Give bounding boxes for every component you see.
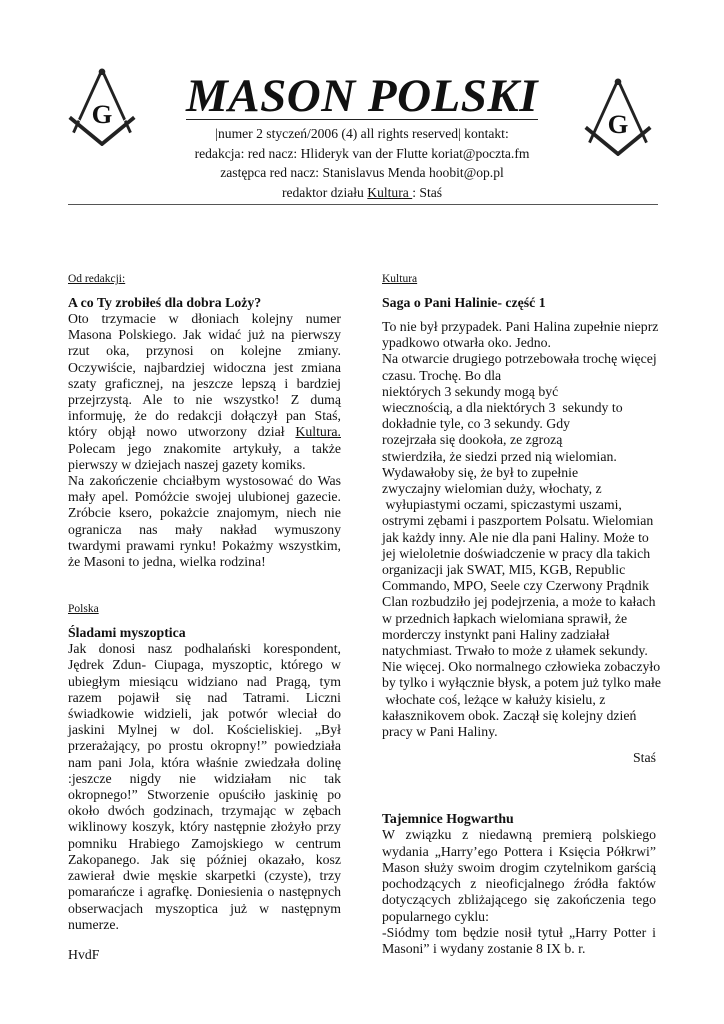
kultura-story-line: organizacji jak SWAT, MI5, KGB, Republic — [382, 562, 626, 578]
kultura-story — [382, 319, 661, 740]
culture-editor-prefix: redaktor działu — [281, 184, 368, 200]
header-divider — [68, 204, 658, 205]
polska-headline: Śladami myszoptica — [68, 625, 186, 641]
editorial-paragraph-1 — [68, 311, 341, 473]
masthead — [160, 70, 564, 202]
kultura-story-line: w przednich łapkach wielomiana sprawił, że — [382, 610, 628, 626]
kultura-story-line: kałasznikovem obok. Zaczął się kolejny dzień — [382, 707, 637, 723]
culture-editor-name: : Staś — [412, 184, 443, 200]
kultura-story-line: Wydawałoby się, że był to zupełnie — [382, 464, 579, 480]
right-column — [382, 272, 661, 957]
polska-signature: HvdF — [68, 946, 100, 962]
kultura-story-line: zwyczajny wielomian duży, włochaty, z — [382, 481, 602, 497]
emblem-letter: G — [91, 99, 113, 130]
section-label-editorial: Od redakcji: — [68, 273, 126, 285]
culture-section-link[interactable]: Kultura — [367, 184, 413, 200]
kultura-story-line: ostrymi zębami i paszportem Polsatu. Wielomian — [382, 513, 654, 529]
culture-section-link[interactable]: Kultura. — [295, 424, 341, 440]
kultura-story-line: rozejrzała się dookoła, ze zgrozą — [382, 432, 563, 448]
masonic-square-compass-icon — [580, 76, 656, 156]
issue-line: |numer 2 styczeń/2006 (4) all rights reserved| kontakt: — [215, 126, 509, 141]
polska-body: Jak donosi nasz podhalański korespondent, Jędrek Zdun- Ciupaga, myszoptic, którego w ubiegłym miesiącu widziano nad Pragą, tym razem pojawił się nad Tatrami. Liczni świadkowie widzieli, jak potwór wleciał do jaskini Mylnej w dol. Kościeliskiej. „Był przerażający, po prostu okropny!” powiedziała nam pani Jola, która właśnie zwiedzała dolinę :jeszcze nigdy nie widziałam nic tak okropnego!” Stworzenie opuściło jaskinię po około dwóch godzinach, trzymając w zębach wiklinowy koszyk, który następnie złożyło przy pomniku Hrabiego Zamojskiego w centrum Zakopanego. Jak się później okazało, kosz zawierał dwie męskie skarpetki (czyste), trzy pomarańcze i agrafkę. Doniesienia o następnych obserwacjach myszoptica już w następnym numerze. — [68, 641, 341, 932]
kultura-story-line: wyłupiastymi oczami, spiczastymi uszami, — [382, 497, 622, 513]
kultura-signature: Staś — [633, 750, 656, 766]
editorial-headline: A co Ty zrobiłeś dla dobra Loży? — [68, 295, 262, 310]
kultura-story-line: jej wieloletnie doświadczenie w pracy dla takich — [382, 545, 651, 561]
kultura-story-line: by tylko i wyłącznie błysk, a potem już tylko małe — [382, 675, 661, 691]
newspaper-title: MASON POLSKI — [185, 70, 539, 122]
hogwarth-item-1: -Siódmy tom będzie nosił tytuł „Harry Potter i Masoni” i wydany zostanie 8 IX b. r. — [382, 924, 656, 956]
kultura-story-line: niektórych 3 sekundy mogą być — [382, 383, 559, 399]
kultura-story-line: To nie był przypadek. Pani Halina zupełnie nieprz — [382, 319, 659, 334]
kultura-story-line: natychmiast. Trwało to może z ułamek sekundy. — [382, 643, 648, 659]
kultura-story-line: jak każdy inny. Ale nie dla pani Haliny. Może to — [382, 529, 649, 545]
editor-line: redakcja: red nacz: Hlideryk van der Flutte koriat@poczta.fm — [194, 145, 530, 161]
culture-editor-line — [160, 183, 564, 203]
editorial-text: Polecam jego znakomite artykuły, a także pierwszy w dziejach naszej gazety komiks. — [68, 440, 341, 472]
kultura-story-line: ypadkowo otwarła oko. Jedno. — [382, 335, 551, 351]
kultura-story-line: stwierdziła, że siedzi przed nią wielomian. — [382, 448, 617, 464]
masthead-info — [160, 124, 564, 202]
kultura-story-line: Commando, MPO, Seele czy Czerwony Prądnik — [382, 578, 650, 594]
kultura-story-line: pracy w Pani Haliny. — [382, 724, 498, 740]
hogwarth-body: W związku z niedawną premierą polskiego wydania „Harry’ego Pottera i Księcia Półkrwi” Mason służy swoim drogim czytelnikom garścią pochodzących z nieoficjalnego źródła faktów dotyczących zbliżającego się zakończenia tego popularnego cyklu: — [382, 827, 656, 924]
kultura-story-line: włochate coś, leżące w kałuży kisielu, z — [382, 691, 606, 707]
kultura-story-line: Clan rozbudziło jej podejrzenia, a może to kałach — [382, 594, 656, 610]
section-label-kultura: Kultura — [382, 273, 418, 285]
deputy-editor-line: zastępca red nacz: Stanislavus Menda hoobit@op.pl — [220, 165, 504, 180]
kultura-story-line: morderczy instynkt pani Haliny zadziałał — [382, 626, 610, 642]
left-column — [68, 272, 341, 963]
masonic-square-compass-icon — [64, 66, 140, 146]
kultura-story-line: Na otwarcie drugiego potrzebowała trochę więcej — [382, 351, 657, 367]
kultura-story-line: Nie więcej. Oko normalnego człowieka zobaczyło — [382, 659, 661, 675]
kultura-story-line: czasu. Trochę. Bo dla — [382, 367, 502, 383]
emblem-letter: G — [607, 109, 629, 140]
kultura-story-line: wiecznością, a dla niektórych 3 sekundy to — [382, 400, 623, 416]
kultura-headline: Saga o Pani Halinie- część 1 — [382, 295, 546, 310]
editorial-paragraph-2: Na zakończenie chciałbym wystosować do Was mały apel. Pomóżcie swojej ulubionej gazecie. Zróbcie ksero, pokażcie znajomym, niech nie ogranicza nas mały nakład wymuszony twardymi prawami rynku! Pokażmy wszystkim, że Masoni to jedna, wielka rodzina! — [68, 473, 341, 570]
kultura-story-line: dokładnie tyle, co 3 sekundy. Gdy — [382, 416, 571, 432]
editorial-text: Oto trzymacie w dłoniach kolejny numer Masona Polskiego. Jak widać już na pierwszy rzut oka, przynosi on kolejne zmiany. Oczywiście, najbardziej widoczna jest zmiana szaty graficznej, na jeszcze lepszą i bardziej przejrzystą. Ale to nie wszystko! Z dumą informuję, że do redakcji dołączył pan Staś, który objął nowo utworzony dział — [68, 311, 341, 440]
section-label-polska: Polska — [68, 603, 99, 616]
hogwarth-headline: Tajemnice Hogwarthu — [382, 811, 514, 827]
